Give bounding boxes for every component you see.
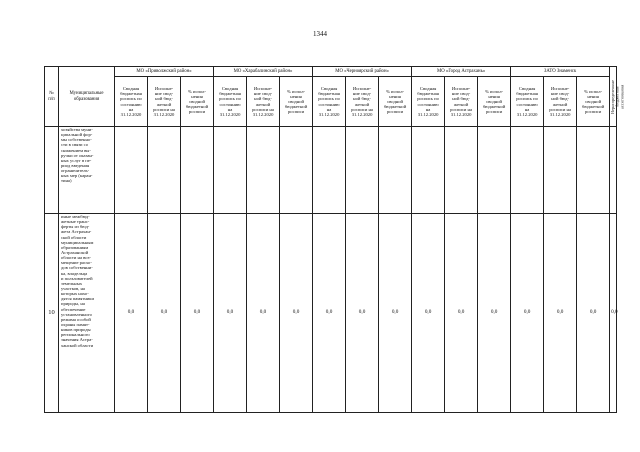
group-header-astrakhan-city: МО «Город Астрахань» [412,67,511,77]
subheader-plan: Сводная бюджетная роспись по состоянию на 31.12.2020 [511,77,544,127]
value-cell: 0,0 [148,214,181,413]
group-header-chernoyarsky: МО «Черноярский район» [313,67,412,77]
header-group-row [45,67,617,77]
value-cell: 0,0 [478,214,511,413]
value-cell: 0,0 [313,214,346,413]
group-header-privolzhsky: МО «Приволжский район» [115,67,214,77]
value-cell: 0,0 [181,214,214,413]
table-row [45,214,617,413]
value-cell: 0,0 [610,214,617,413]
value-cell: 0,0 [412,214,445,413]
subheader-plan: Сводная бюджетная роспись по состоянию на 31.12.2020 [214,77,247,127]
subheader-execution: Исполне- ние свод- ной бюд- жетной росписи на 31.12.2020 [148,77,181,127]
value-cell: 0,0 [511,214,544,413]
page-number: 1344 [313,30,327,38]
value-cell: 0,0 [445,214,478,413]
value-cell: 0,0 [214,214,247,413]
row-number-cell [45,127,59,214]
subheader-percent: % испол- нения сводной бюджетной росписи [379,77,412,127]
value-cell: 0,0 [544,214,577,413]
col-header-number: № п/п [45,67,59,127]
value-cell: 0,0 [577,214,610,413]
col-header-municipality: Муниципальные образования [59,67,115,127]
subheader-plan: Сводная бюджетная роспись по состоянию на 31.12.2020 [313,77,346,127]
header-sub-row [45,77,617,127]
row-number-cell: 10 [45,214,59,413]
subheader-execution: Исполне- ние свод- ной бюд- жетной росписи на 31.12.2020 [445,77,478,127]
value-cell: 0,0 [379,214,412,413]
table-row [45,127,617,214]
group-header-kharabalinsky: МО «Харабалинский район» [214,67,313,77]
subheader-plan: Сводная бюджетная роспись по состоянию на 31.12.2020 [412,77,445,127]
subheader-percent: % испол- нения сводной бюджетной росписи [181,77,214,127]
value-cell: 0,0 [115,214,148,413]
subheader-plan: Сводная бюджетная роспись по состоянию на 31.12.2020 [115,77,148,127]
value-cell: 0,0 [280,214,313,413]
subheader-execution: Исполне- ние свод- ной бюд- жетной росписи на 31.12.2020 [346,77,379,127]
subheader-percent: % испол- нения сводной бюджетной росписи [280,77,313,127]
row-description: хозяйства муни- ципальной фор- мы собственно- сти в связи со снижением вы- ручки от оказан- ных услуг в пе- риод введения ограничитель- ных мер (каран- тина) [59,127,115,214]
value-cell: 0,0 [346,214,379,413]
value-cell: 0,0 [247,214,280,413]
budget-execution-table [44,66,625,413]
subheader-execution: Исполне- ние свод- ной бюд- жетной росписи на 31.12.2020 [247,77,280,127]
col-header-unallocated: Нераспределенные бюджетные ассигнования [610,67,617,127]
subheader-percent: % испол- нения сводной бюджетной росписи [577,77,610,127]
row-description: иные межбюд- жетные транс- ферты из бюд- жета Астрахан- ской области муниципальным образованиям Астраханской области на воз- мещение расхо- дов собственни- ка, владельца и пользователей земельных участков, на которых нахо- дятся памятники природы, на обеспечение установленного режима особой охраны памят- ников природы регионального значения Астра- ханской области [59,214,115,413]
group-header-zato-znamensk: ЗАТО Знаменск [511,67,610,77]
subheader-execution: Исполне- ние свод- ной бюд- жетной росписи на 31.12.2020 [544,77,577,127]
subheader-percent: % испол- нения сводной бюджетной росписи [478,77,511,127]
